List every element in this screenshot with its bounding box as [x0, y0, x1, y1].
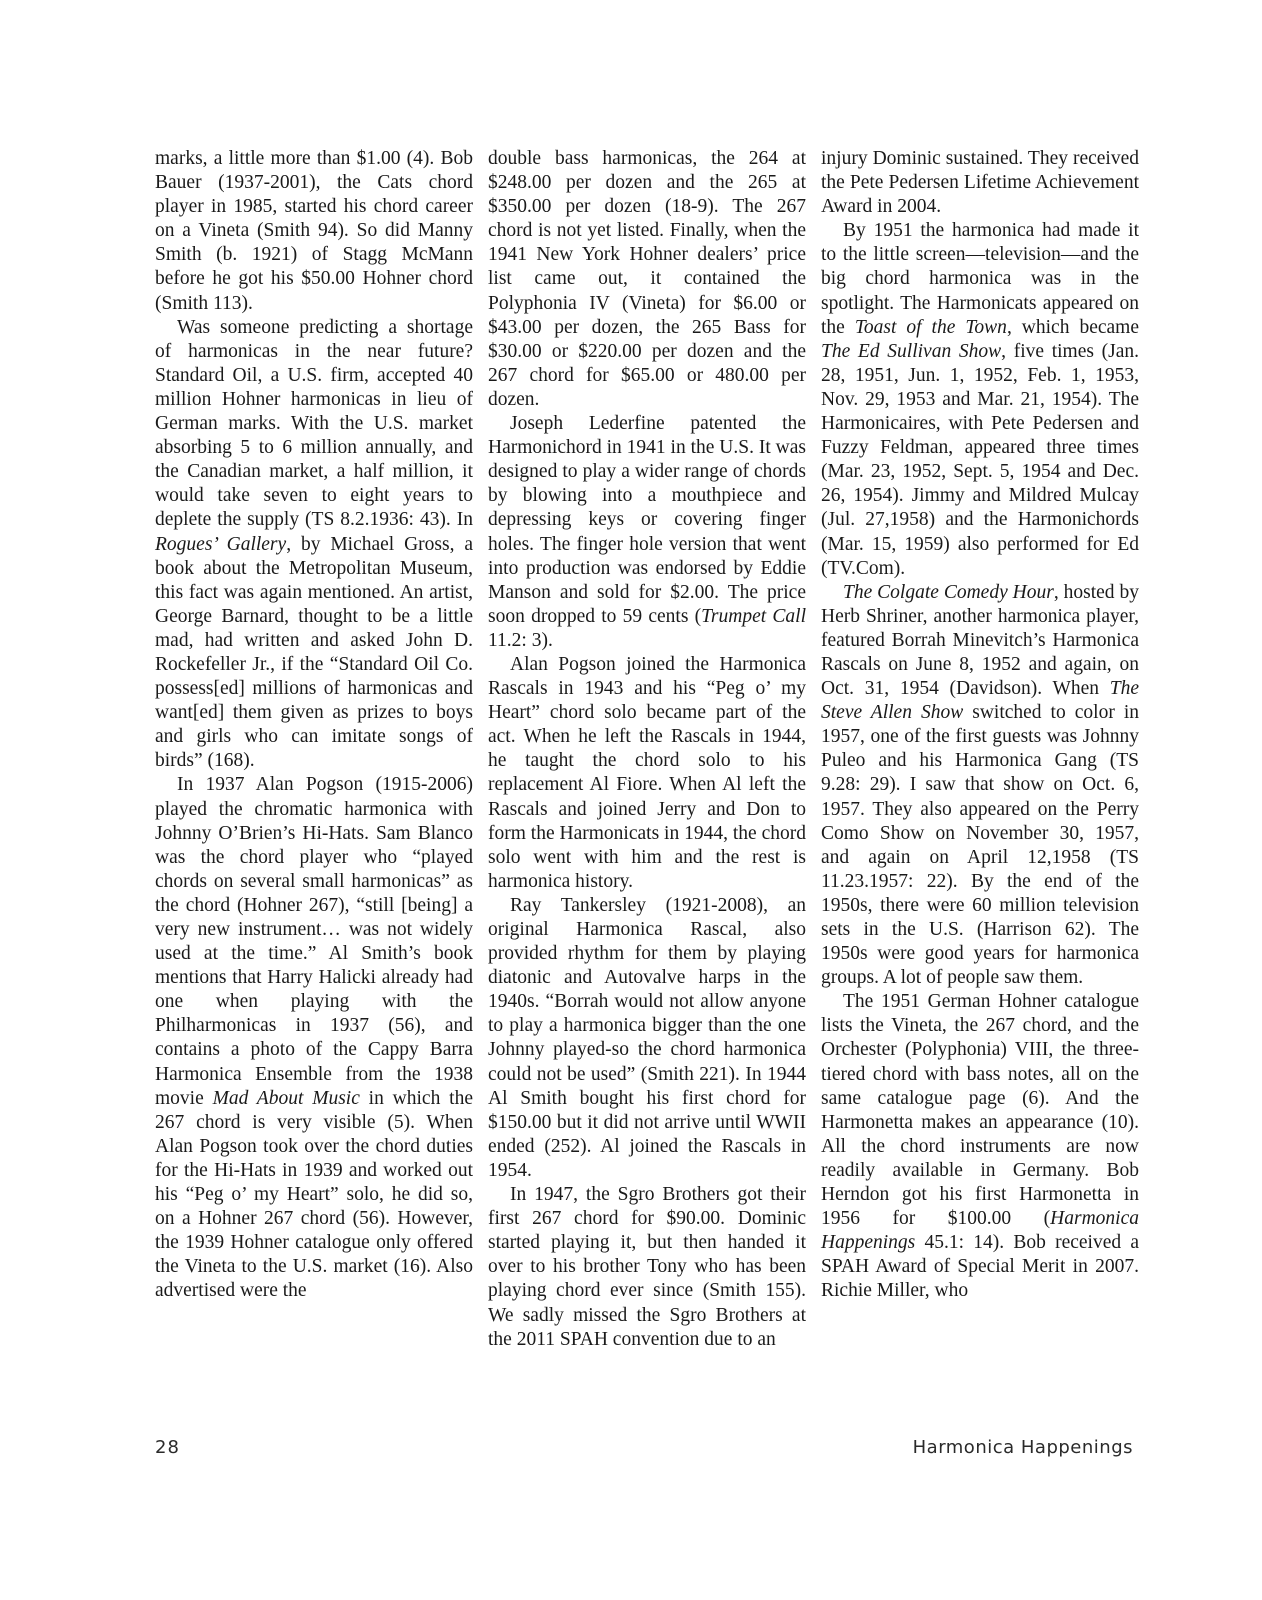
paragraph-text: injury Dominic sustained. They received the Pete Pedersen Lifetime Achievement Award in 2004.	[821, 148, 1139, 218]
paragraph	[821, 147, 1139, 219]
italic-title: Toast of the Town	[854, 316, 1007, 338]
text-column-1	[155, 147, 473, 1304]
running-footer-publication: Harmonica Happenings	[912, 1437, 1133, 1458]
page-number: 28	[155, 1437, 180, 1458]
text-column-2	[488, 147, 806, 1352]
italic-title: The Colgate Comedy Hour	[843, 581, 1054, 603]
paragraph-text: , by Michael Gross, a book about the Metropolitan Museum, this fact was again mentioned. An artist, George Barnard, thought to be a little mad, had written and asked John D. Rockefeller Jr., if the “Standard Oil Co. possess[ed] millions of harmonicas and want[ed] them given as prizes to boys and girls who can imitate songs of birds” (168).	[155, 533, 473, 772]
paragraph	[488, 147, 806, 412]
paragraph	[155, 316, 473, 774]
paragraph	[488, 1183, 806, 1352]
paragraph	[155, 147, 473, 316]
paragraph	[821, 990, 1139, 1303]
paragraph-text: By 1951 the harmonica had made it to the little screen—television—and the big chord harmonica was in the spotlight. The Harmonicats appeared on the	[821, 220, 1139, 338]
paragraph-text: marks, a little more than $1.00 (4). Bob Bauer (1937-2001), the Cats chord player in 1985, started his chord career on a Vineta (Smith 94). So did Manny Smith (b. 1921) of Stagg McMann before he got his $50.00 Hohner chord (Smith 113).	[155, 148, 473, 314]
paragraph-text: , hosted by Herb Shriner, another harmonica player, featured Borrah Minevitch’s Harmonica Rascals on June 8, 1952 and again, on Oct. 31, 1954 (Davidson). When	[821, 581, 1139, 700]
paragraph-text: double bass harmonicas, the 264 at $248.00 per dozen and the 265 at $350.00 per dozen (18-9). The 267 chord is not yet listed. Finally, when the 1941 New York Hohner dealers’ price list came out, it contained the Polyphonia IV (Vineta) for $6.00 or $43.00 per dozen, the 265 Bass for $30.00 or $220.00 per dozen and the 267 chord for $65.00 or 480.00 per dozen.	[488, 148, 806, 410]
paragraph-text: , which became	[1006, 316, 1139, 338]
paragraph-text: In 1937 Alan Pogson (1915-2006) played the chromatic harmonica with Johnny O’Brien’s Hi-Hats. Sam Blanco was the chord player who “played chords on several small harmonicas” as the chord (Hohner 267), “still [being] a very new instrument… was not widely used at the time.” Al Smith’s book mentions that Harry Halicki already had one when playing with the Philharmonicas in 1937 (56), and contains a photo of the Cappy Barra Harmonica Ensemble from the 1938 movie	[155, 774, 473, 1109]
paragraph-text: 11.2: 3).	[488, 629, 553, 651]
italic-title: Trumpet Call	[701, 605, 806, 627]
paragraph-text: Joseph Lederfine patented the Harmonichord in 1941 in the U.S. It was designed to play a wider range of chords by blowing into a mouthpiece and depressing keys or covering finger holes. The finger hole version that went into production was endorsed by Eddie Manson and sold for $2.00. The price soon dropped to 59 cents (	[488, 413, 806, 627]
paragraph-text: Was someone predicting a shortage of harmonicas in the near future? Standard Oil, a U.S. firm, accepted 40 million Hohner harmonicas in lieu of German marks. With the U.S. market absorbing 5 to 6 million annually, and the Canadian market, a half million, it would take seven to eight years to deplete the supply (TS 8.2.1936: 43). In	[155, 316, 473, 531]
paragraph-text: in which the 267 chord is very visible (5). When Alan Pogson took over the chord duties for the Hi-Hats in 1939 and worked out his “Peg o’ my Heart” solo, he did so, on a Hohner 267 chord (56). However, the 1939 Hohner catalogue only offered the Vineta to the U.S. market (16). Also advertised were the	[155, 1087, 473, 1302]
paragraph	[488, 894, 806, 1183]
paragraph	[155, 773, 473, 1303]
paragraph	[488, 412, 806, 653]
paragraph-text: 45.1: 14). Bob received a SPAH Award of Special Merit in 2007. Richie Miller, who	[821, 1232, 1139, 1302]
paragraph-text: Alan Pogson joined the Harmonica Rascals in 1943 and his “Peg o’ my Heart” chord solo became part of the act. When he left the Rascals in 1944, he taught the chord solo to his replacement Al Fiore. When Al left the Rascals and joined Jerry and Don to form the Harmonicats in 1944, the chord solo went with him and the rest is harmonica history.	[488, 653, 806, 892]
italic-title: Mad About Music	[212, 1087, 360, 1109]
paragraph	[821, 581, 1139, 991]
text-column-3	[821, 147, 1139, 1304]
italic-title: The Steve Allen Show	[821, 678, 1139, 724]
italic-title: Rogues’ Gallery	[155, 533, 287, 555]
paragraph-text: Ray Tankersley (1921-2008), an original Harmonica Rascal, also provided rhythm for them by playing diatonic and Autovalve harps in the 1940s. “Borrah would not allow anyone to play a harmonica bigger than the one Johnny played-so the chord harmonica could not be used” (Smith 221). In 1944 Al Smith bought his first chord for $150.00 but it did not arrive until WWII ended (252). Al joined the Rascals in 1954.	[488, 894, 806, 1181]
paragraph	[488, 653, 806, 894]
italic-title: The Ed Sullivan Show	[821, 340, 1002, 362]
paragraph	[821, 219, 1139, 580]
paragraph-text: The 1951 German Hohner catalogue lists the Vineta, the 267 chord, and the Orchester (Polyphonia) VIII, the three-tiered chord with bass notes, all on the same catalogue page (6). And the Harmonetta makes an appearance (10). All the chord instruments are now readily available in Germany. Bob Herndon got his first Harmonetta in 1956 for $100.00 (	[821, 991, 1139, 1230]
italic-title: Harmonica Happenings	[821, 1208, 1139, 1254]
paragraph-text: , five times (Jan. 28, 1951, Jun. 1, 1952, Feb. 1, 1953, Nov. 29, 1953 and Mar. 21, 1954). The Harmonicaires, with Pete Pedersen and Fuzzy Feldman, appeared three times (Mar. 23, 1952, Sept. 5, 1954 and Dec. 26, 1954). Jimmy and Mildred Mulcay (Jul. 27,1958) and the Harmonichords (Mar. 15, 1959) also performed for Ed (TV.Com).	[821, 340, 1139, 579]
paragraph-text: In 1947, the Sgro Brothers got their first 267 chord for $90.00. Dominic started playing it, but then handed it over to his brother Tony who has been playing chord ever since (Smith 155). We sadly missed the Sgro Brothers at the 2011 SPAH convention due to an	[488, 1184, 806, 1350]
paragraph-text: switched to color in 1957, one of the first guests was Johnny Puleo and his Harmonica Gang (TS 9.28: 29). I saw that show on Oct. 6, 1957. They also appeared on the Perry Como Show on November 30, 1957, and again on April 12,1958 (TS 11.23.1957: 22). By the end of the 1950s, there were 60 million television sets in the U.S. (Harrison 62). The 1950s were good years for harmonica groups. A lot of people saw them.	[821, 702, 1139, 989]
